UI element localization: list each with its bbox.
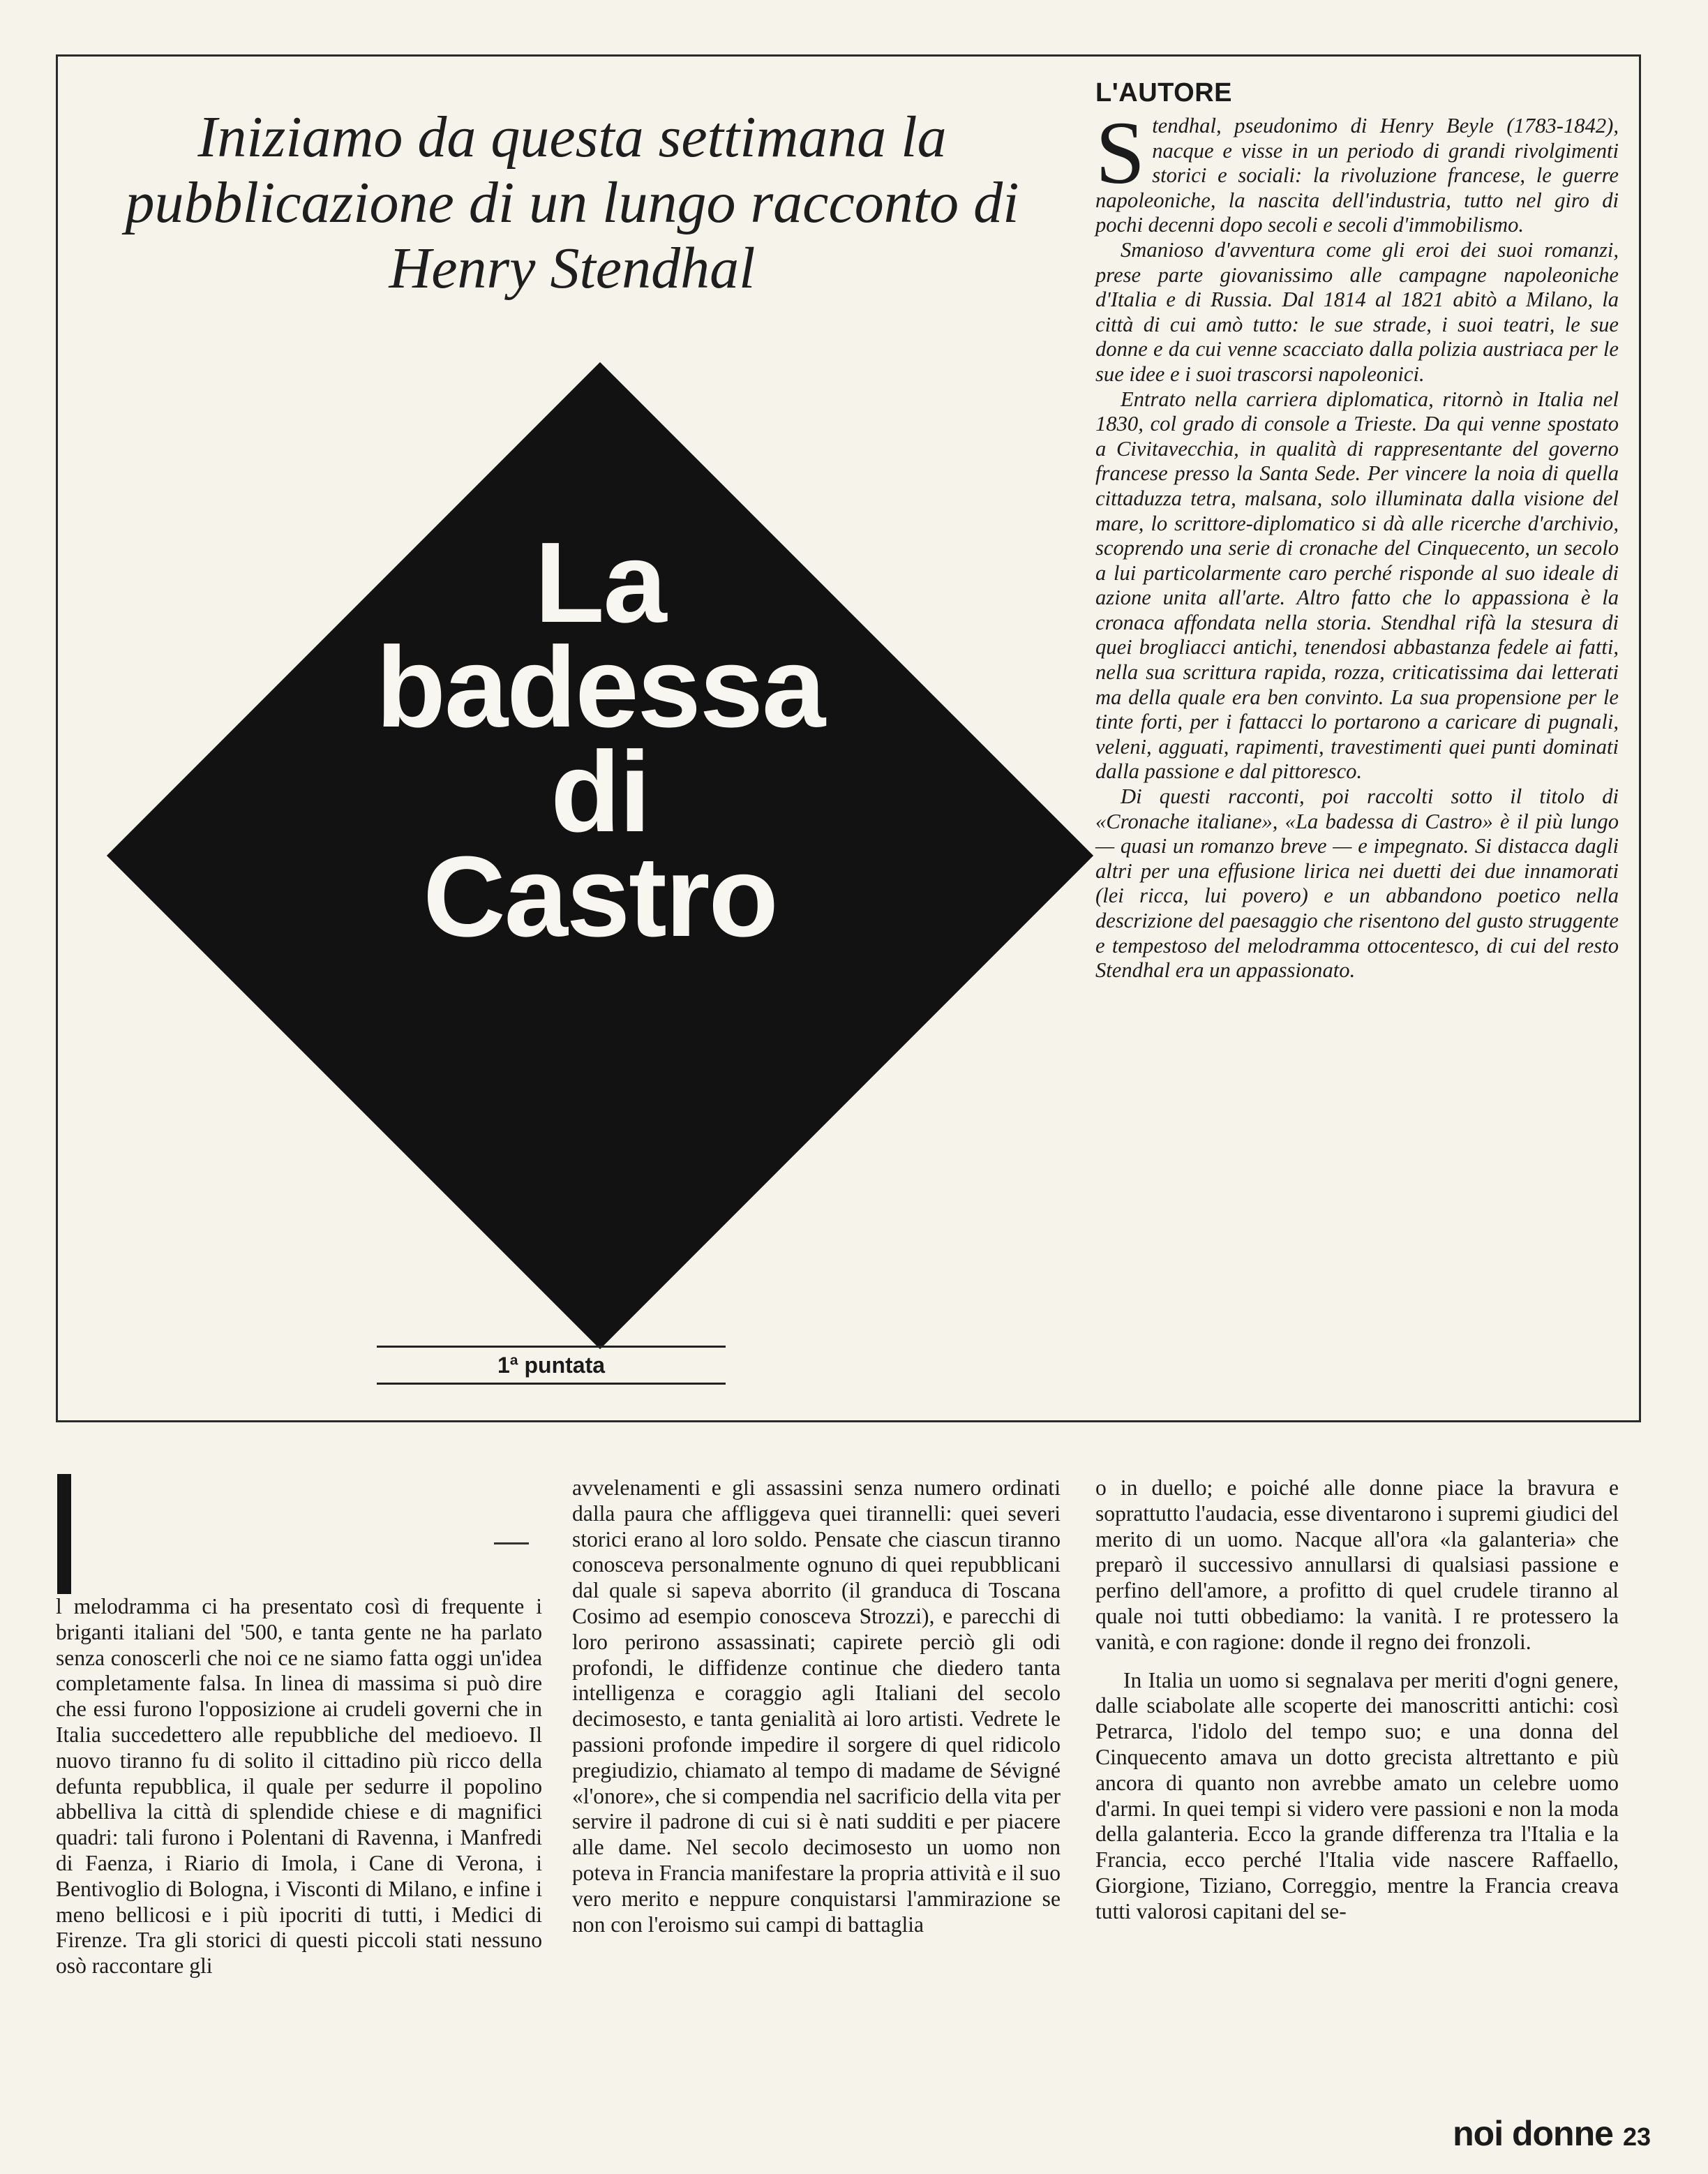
author-heading: L'AUTORE: [1095, 78, 1233, 107]
author-paragraph-1: [1095, 103, 1619, 238]
body-paragraph-2: avvelenamenti e gli assassini senza numero ordinati dalla paura che affliggeva quei tirannelli: quei severi storici erano al loro soldo. Pensate che ciascun tiranno conosceva personalmente ognuno di quei repubblicani dal quale si sapeva aborrito (il granduca di Toscana Cosimo ad esempio conosceva Strozzi), e parecchi di loro perirono assassinati; capirete perciò gli odi profondi, le diffidenze continue che diedero tanta intelligenza e coraggio agli Italiani del secolo decimosesto, e tanta genialità ai loro artisti. Vedrete le passioni profonde impedire il sorgere di quel ridicolo pregiudizio, chiamato al tempo di madame de Sévigné «l'onore», che si compendia nel sacrificio della vita per servire il padrone di cui si è nati sudditi e per piacere alle dame. Nel secolo decimosesto un uomo non poteva in Francia manifestare la propria attività e il suo vero merito e neppure conquistarsi l'ammirazione se non con l'eroismo sui campi di battaglia: [572, 1475, 1061, 1937]
story-title: [251, 519, 949, 960]
dash-rule: [494, 1542, 529, 1544]
author-paragraph-2: Smanioso d'avventura come gli eroi dei suoi romanzi, prese parte giovanissimo alle campagne napoleoniche d'Italia e di Russia. Dal 1814 al 1821 abitò a Milano, la città di cui amò tutto: le sue strade, i suoi teatri, le sue donne e da cui venne scacciato dalla polizia austriaca per le sue idee e i suoi trascorsi napoleonici.: [1095, 237, 1619, 386]
drop-cap-s: S: [1095, 103, 1146, 202]
author-paragraph-4: Di questi racconti, poi raccolti sotto il titolo di «Cronache italiane», «La badessa di Castro» è il più lungo — quasi un romanzo breve — e impegnato. Si distacca dagli altri per una effusione lirica nei duetti dei due innamorati (lei ricca, lui povero) e un abbandono poetico nella descrizione del paesaggio che risentono del gusto struggente e tempestoso del melodramma ottocentesco, di cui del resto Stendhal era un appassionato.: [1095, 784, 1619, 983]
title-line-3: di: [550, 728, 650, 856]
page-footer: [1453, 2113, 1651, 2154]
body-column-3: [1095, 1475, 1619, 1925]
body-paragraph-3: o in duello; e poiché alle donne piace la bravura e soprattutto l'audacia, esse diventarono i supremi giudici del merito di un uomo. Nacque all'ora «la galanteria» che preparò il successivo annullarsi di qualsiasi passione e perfino dell'amore, a profitto di quel crudele tiranno al quale noi tutti obbediamo: la vanità. I re protessero la vanità, e con ragione: donde il regno dei fronzoli.: [1095, 1475, 1619, 1654]
drop-cap-i: [57, 1474, 71, 1594]
title-line-4: Castro: [423, 833, 777, 960]
intro-headline: Iniziamo da questa settimana la pubblicazione di un lungo racconto di Henry Stendhal: [125, 105, 1019, 301]
body-column-2: [572, 1475, 1061, 1937]
title-line-2: badessa: [375, 623, 825, 751]
author-box: [1095, 78, 1619, 983]
title-line-1: La: [534, 519, 666, 646]
installment-label: 1ª puntata: [377, 1346, 726, 1385]
body-paragraph-4: In Italia un uomo si segnalava per meriti d'ogni genere, dalle sciabolate alle scoperte dei manoscritti antichi: così Petrarca, l'idolo del tempo suo; e una donna del Cinquecento amava un dotto grecista altrettanto e più ancora di quanto non avrebbe amato un celebre uomo d'armi. In quei tempi si videro vere passioni e non la moda della galanteria. Ecco la grande differenza tra l'Italia e la Francia, ecco perché l'Italia vide nascere Raffaello, Giorgione, Tiziano, Correggio, mentre la Francia creava tutti valorosi capitani del se-: [1095, 1667, 1619, 1923]
magazine-brand: noi donne: [1453, 2114, 1613, 2153]
page-number: 23: [1622, 2122, 1651, 2151]
author-paragraph-1-text: tendhal, pseudonimo di Henry Beyle (1783-1842), nacque e visse in un periodo di grandi rivolgimenti storici e sociali: la rivoluzione francese, le guerre napoleoniche, la nascita dell'industria, tutto nel giro di pochi decenni dopo secoli e secoli d'immobilismo.: [1095, 114, 1619, 237]
author-paragraph-3: Entrato nella carriera diplomatica, ritornò in Italia nel 1830, col grado di console a Trieste. Da qui venne spostato a Civitavecchia, in qualità di rappresentante del governo francese presso la Santa Sede. Per vincere la noia di quella cittaduzza tetra, malsana, solo illuminata dalla visione del mare, lo scrittore-diplomatico si dà alle ricerche d'archivio, scoprendo una serie di cronache del Cinquecento, un secolo a lui particolarmente caro perché risponde al suo ideale di azione unita all'arte. Altro fatto che lo appassiona è la cronaca affondata nella storia. Stendhal rifà la stesura di quei brogliacci antichi, tenendosi abbastanza fedele ai fatti, nella sua scrittura rapida, rozza, criticatissima dai letterati ma della quale era ben convinto. La sua propensione per le tinte forti, per i fattacci lo portarono a caricare di pugnali, veleni, agguati, rapimenti, travestimenti quei punti dominati dalla passione e dal pittoresco.: [1095, 387, 1619, 784]
body-paragraph-1: l melodramma ci ha presentato così di frequente i briganti italiani del '500, e tanta gente ne ha parlato senza conoscerli che noi ce ne siamo fatta oggi un'idea completamente falsa. In linea di massima si può dire che essi furono l'opposizione ai crudeli governi che in Italia succedettero alle repubbliche del medioevo. Il nuovo tiranno fu di solito il cittadino più ricco della defunta repubblica, il quale per sedurre il popolino abbelliva la città di splendide chiese e di magnifici quadri: tali furono i Polentani di Ravenna, i Manfredi di Faenza, i Riario di Imola, i Cane di Verona, i Bentivoglio di Bologna, i Visconti di Milano, e infine i meno bellicosi e i più ipocriti di tutti, i Medici di Firenze. Tra gli storici di questi piccoli stati nessuno osò raccontare gli: [56, 1594, 542, 1979]
body-column-1: [56, 1471, 542, 1979]
